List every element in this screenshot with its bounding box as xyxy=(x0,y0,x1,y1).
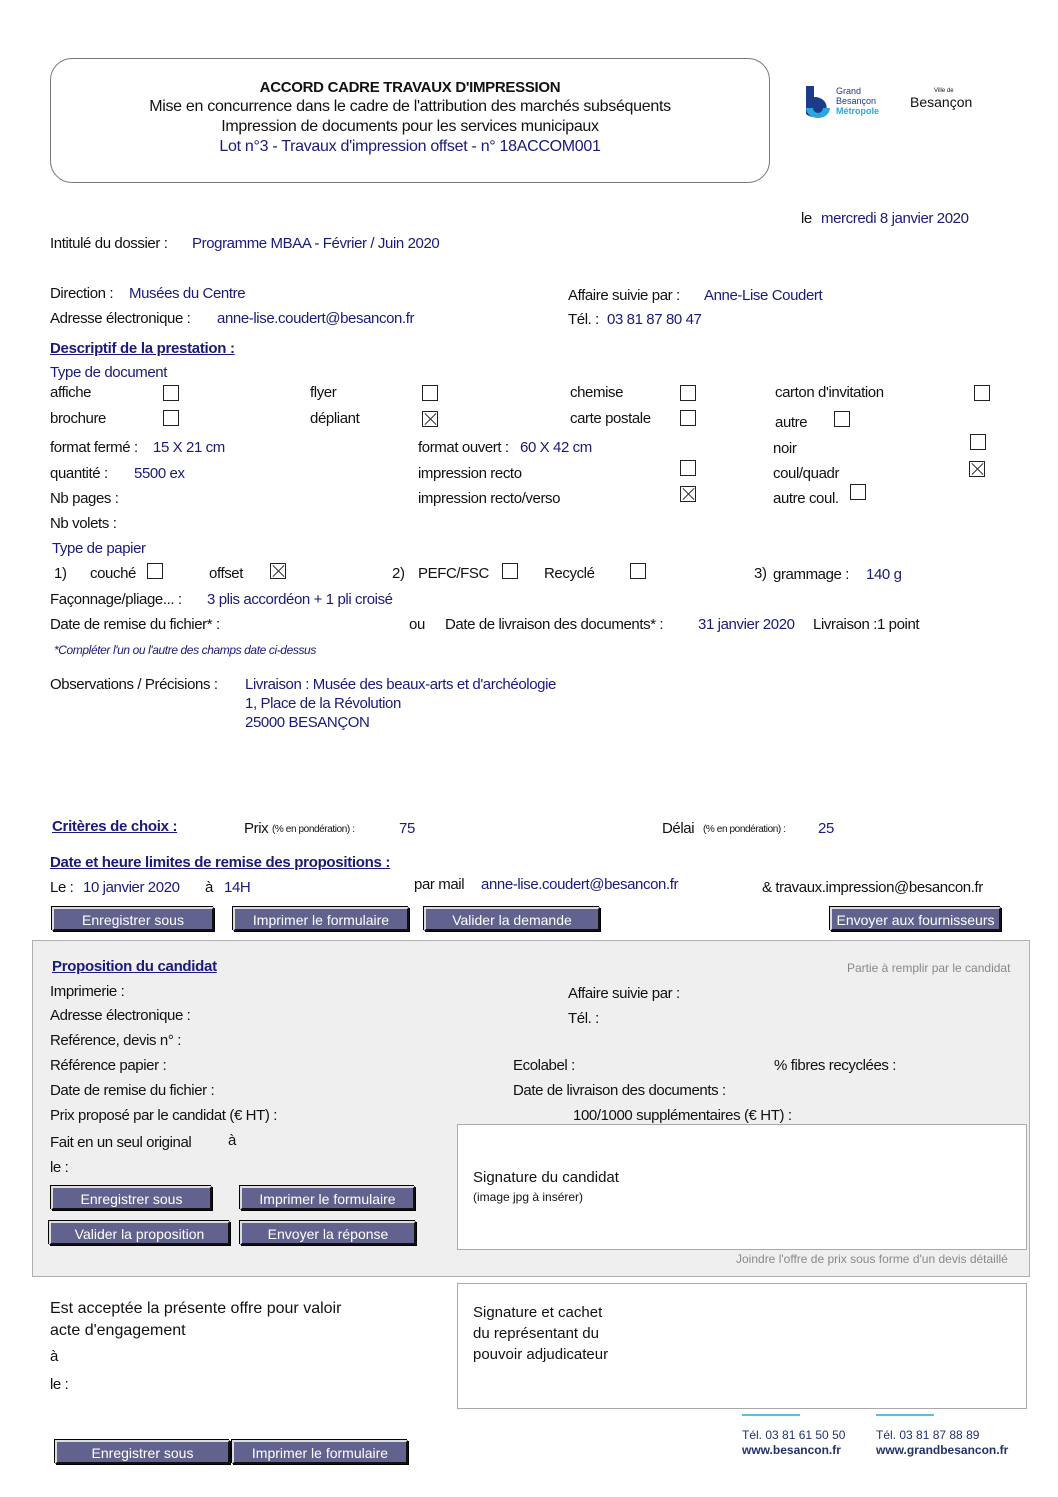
direction-field[interactable]: Musées du Centre xyxy=(129,285,246,302)
checkbox-affiche[interactable] xyxy=(163,385,179,401)
format-ferme-label: format fermé : xyxy=(50,439,138,456)
representative-signature-box[interactable] xyxy=(457,1283,1027,1409)
gbm-line1: Grand xyxy=(836,86,862,96)
ecolabel-field[interactable]: Ecolabel : xyxy=(513,1057,575,1074)
prix-ponderation: (% en pondération) : xyxy=(272,824,355,835)
acceptation-a-field[interactable]: à xyxy=(50,1348,58,1365)
dossier-field[interactable]: Programme MBAA - Février / Juin 2020 xyxy=(192,235,440,252)
doc-type-label: brochure xyxy=(50,410,107,427)
gbm-line2: Besançon xyxy=(836,96,877,106)
mail-secondary: & travaux.impression@besancon.fr xyxy=(762,879,983,896)
direction-label: Direction : xyxy=(50,285,114,302)
type-papier-heading: Type de papier xyxy=(52,540,146,557)
affaire-label: Affaire suivie par : xyxy=(568,287,680,304)
checkbox-flyer[interactable] xyxy=(422,385,438,401)
recycle-label: Recyclé xyxy=(544,565,595,582)
cand-date-remise-field[interactable]: Date de remise du fichier : xyxy=(50,1082,215,1099)
dossier-label: Intitulé du dossier : xyxy=(50,235,168,252)
observations-label: Observations / Précisions : xyxy=(50,676,218,693)
checkbox-coul-quadr[interactable] xyxy=(969,461,985,477)
checkbox-noir[interactable] xyxy=(970,434,986,450)
livraison-points: Livraison :1 point xyxy=(813,616,920,633)
signature-title: Signature du candidat xyxy=(473,1169,619,1186)
quantite-label: quantité : xyxy=(50,465,108,482)
date-remise-label: Date de remise du fichier* : xyxy=(50,616,220,633)
cand-tel-field[interactable]: Tél. : xyxy=(568,1010,599,1027)
fibres-field[interactable]: % fibres recyclées : xyxy=(774,1057,897,1074)
type-document-heading: Type de document xyxy=(50,364,168,381)
limite-a-label: à xyxy=(205,879,213,896)
doc-type-label: dépliant xyxy=(310,410,360,427)
grammage-label: grammage : xyxy=(773,566,850,583)
autre-coul-label: autre coul. xyxy=(773,490,839,507)
checkbox-autre[interactable] xyxy=(834,411,850,427)
imprimerie-field[interactable]: Imprimerie : xyxy=(50,983,125,1000)
checkbox-couche[interactable] xyxy=(147,563,163,579)
checkbox-autre-coul[interactable] xyxy=(850,484,866,500)
nb-volets-label: Nb volets : xyxy=(50,515,117,532)
footer-gbm-web[interactable]: www.grandbesancon.fr xyxy=(876,1443,1009,1457)
impression-recto-verso-label: impression recto/verso xyxy=(418,490,561,507)
email-field[interactable]: anne-lise.coudert@besancon.fr xyxy=(217,310,415,327)
footer-gbm-tel: Tél. 03 81 87 88 89 xyxy=(876,1428,980,1442)
doc-type-label: affiche xyxy=(50,384,92,401)
observations-line[interactable]: 1, Place de la Révolution xyxy=(245,695,401,712)
checkbox-pefc[interactable] xyxy=(502,563,518,579)
delai-label: Délai xyxy=(662,820,695,837)
ville-name: Besançon xyxy=(910,94,973,110)
accept-print-button[interactable]: Imprimer le formulaire xyxy=(232,1440,408,1464)
candidate-signature-box[interactable] xyxy=(457,1124,1027,1250)
cand-print-button[interactable]: Imprimer le formulaire xyxy=(240,1186,415,1210)
papier-num-1: 1) xyxy=(54,565,67,582)
cand-affaire-field[interactable]: Affaire suivie par : xyxy=(568,985,680,1002)
candidat-note: Partie à remplir par le candidat xyxy=(847,961,1011,975)
form-subtitle-2: Impression de documents pour les services municipaux xyxy=(221,118,599,135)
doc-type-label: carte postale xyxy=(570,410,651,427)
validate-proposal-button[interactable]: Valider la proposition xyxy=(49,1221,230,1245)
format-ferme-field[interactable]: 15 X 21 cm xyxy=(153,439,225,456)
format-ouvert-label: format ouvert : xyxy=(418,439,509,456)
checkbox-impression-recto[interactable] xyxy=(680,460,696,476)
form-title: ACCORD CADRE TRAVAUX D'IMPRESSION xyxy=(259,79,561,96)
rep-sig-line: du représentant du xyxy=(473,1325,599,1342)
noir-label: noir xyxy=(773,440,797,457)
grammage-field[interactable]: 140 g xyxy=(866,566,902,583)
doc-type-label: carton d'invitation xyxy=(775,384,884,401)
joindre-note: Joindre l'offre de prix sous forme d'un devis détaillé xyxy=(736,1252,1008,1266)
doc-type-label: flyer xyxy=(310,384,337,401)
lot-number: Lot n°3 - Travaux d'impression offset - n° 18ACCOM001 xyxy=(219,138,601,155)
observations-line[interactable]: Livraison : Musée des beaux-arts et d'archéologie xyxy=(245,676,556,693)
candidat-heading: Proposition du candidat xyxy=(52,958,217,975)
header-box xyxy=(50,58,770,183)
gbm-line3: Métropole xyxy=(836,106,880,116)
reference-field[interactable]: Reférence, devis n° : xyxy=(50,1032,182,1049)
date-livraison-field[interactable]: 31 janvier 2020 xyxy=(698,616,795,633)
date-livraison-label: Date de livraison des documents* : xyxy=(445,616,664,633)
coul-quadr-label: coul/quadr xyxy=(773,465,840,482)
signature-sub: (image jpg à insérer) xyxy=(473,1190,584,1204)
tel-label: Tél. : xyxy=(568,311,599,328)
fait-label: Fait en un seul original xyxy=(50,1134,192,1151)
checkbox-brochure[interactable] xyxy=(163,410,179,426)
checkbox-recycle[interactable] xyxy=(630,563,646,579)
cand-save-as-button[interactable]: Enregistrer sous xyxy=(51,1186,212,1210)
footer-ville-web[interactable]: www.besancon.fr xyxy=(742,1443,841,1457)
checkbox-depliant[interactable] xyxy=(422,411,438,427)
impression-recto-label: impression recto xyxy=(418,465,522,482)
ou-label: ou xyxy=(409,616,425,633)
send-to-suppliers-button[interactable]: Envoyer aux fournisseurs xyxy=(830,907,1001,931)
quantite-field[interactable]: 5500 ex xyxy=(134,465,185,482)
supplementaires-field[interactable]: 100/1000 supplémentaires (€ HT) : xyxy=(573,1107,792,1124)
acceptation-le-field[interactable]: le : xyxy=(50,1376,69,1393)
date-note: *Compléter l'un ou l'autre des champs date ci-dessus xyxy=(54,643,316,657)
delai-ponderation: (% en pondération) : xyxy=(703,824,786,835)
offset-label: offset xyxy=(209,565,244,582)
fait-a-field[interactable]: à xyxy=(228,1132,236,1149)
ville-besancon-logo xyxy=(910,88,980,118)
ville-de-label: Ville de xyxy=(934,88,954,94)
prix-value[interactable]: 75 xyxy=(399,820,415,837)
save-as-button[interactable]: Enregistrer sous xyxy=(52,907,214,931)
doc-type-label: chemise xyxy=(570,384,624,401)
checkbox-offset[interactable] xyxy=(270,563,286,579)
limite-heading: Date et heure limites de remise des propositions : xyxy=(50,854,391,871)
affaire-field[interactable]: Anne-Lise Coudert xyxy=(704,287,823,304)
rep-sig-line: Signature et cachet xyxy=(473,1304,603,1321)
doc-type-label: autre xyxy=(775,414,808,431)
date-value[interactable]: mercredi 8 janvier 2020 xyxy=(821,210,969,227)
limite-heure-field[interactable]: 14H xyxy=(224,879,251,896)
descriptif-heading: Descriptif de la prestation : xyxy=(50,340,235,357)
checkbox-carton-invitation[interactable] xyxy=(974,385,990,401)
criteres-heading: Critères de choix : xyxy=(52,818,178,835)
checkbox-carte-postale[interactable] xyxy=(680,410,696,426)
prix-propose-field[interactable]: Prix proposé par le candidat (€ HT) : xyxy=(50,1107,277,1124)
date-prefix: le xyxy=(801,210,812,227)
couche-label: couché xyxy=(90,565,136,582)
delai-value[interactable]: 25 xyxy=(818,820,834,837)
footer-ville-tel: Tél. 03 81 61 50 50 xyxy=(742,1428,846,1442)
nb-pages-label: Nb pages : xyxy=(50,490,119,507)
footer-divider xyxy=(742,1414,800,1416)
footer-divider xyxy=(876,1414,934,1416)
acceptation-line2: acte d'engagement xyxy=(50,1322,186,1339)
mail-field[interactable]: anne-lise.coudert@besancon.fr xyxy=(481,876,679,893)
limite-le-label: Le : xyxy=(50,879,74,896)
papier-num-2: 2) xyxy=(392,565,405,582)
ref-papier-field[interactable]: Référence papier : xyxy=(50,1057,167,1074)
gbm-b-icon xyxy=(806,86,832,120)
grand-besancon-logo xyxy=(806,86,896,122)
checkbox-chemise[interactable] xyxy=(680,385,696,401)
limite-date-field[interactable]: 10 janvier 2020 xyxy=(83,879,180,896)
accept-save-as-button[interactable]: Enregistrer sous xyxy=(55,1440,230,1464)
faconnage-label: Façonnage/pliage... : xyxy=(50,591,182,608)
form-subtitle: Mise en concurrence dans le cadre de l'attribution des marchés subséquents xyxy=(149,98,671,115)
format-ouvert-field[interactable]: 60 X 42 cm xyxy=(520,439,592,456)
candidate-panel xyxy=(32,940,1030,1277)
send-response-button[interactable]: Envoyer la réponse xyxy=(240,1221,416,1245)
tel-field[interactable]: 03 81 87 80 47 xyxy=(607,311,702,328)
faconnage-field[interactable]: 3 plis accordéon + 1 pli croisé xyxy=(207,591,393,608)
acceptation-line1: Est acceptée la présente offre pour valoir xyxy=(50,1300,342,1317)
prix-label: Prix xyxy=(244,820,269,837)
email-label: Adresse électronique : xyxy=(50,310,191,327)
rep-sig-line: pouvoir adjudicateur xyxy=(473,1346,609,1363)
print-form-button[interactable]: Imprimer le formulaire xyxy=(233,907,409,931)
observations-line[interactable]: 25000 BESANÇON xyxy=(245,714,370,731)
cand-email-field[interactable]: Adresse électronique : xyxy=(50,1007,191,1024)
fait-le-field[interactable]: le : xyxy=(50,1159,69,1176)
checkbox-impression-recto-verso[interactable] xyxy=(680,486,696,502)
cand-date-livraison-field[interactable]: Date de livraison des documents : xyxy=(513,1082,726,1099)
papier-num-3: 3) xyxy=(754,565,767,582)
validate-request-button[interactable]: Valider la demande xyxy=(424,907,600,931)
par-mail-label: par mail xyxy=(414,876,465,893)
pefc-label: PEFC/FSC xyxy=(418,565,489,582)
